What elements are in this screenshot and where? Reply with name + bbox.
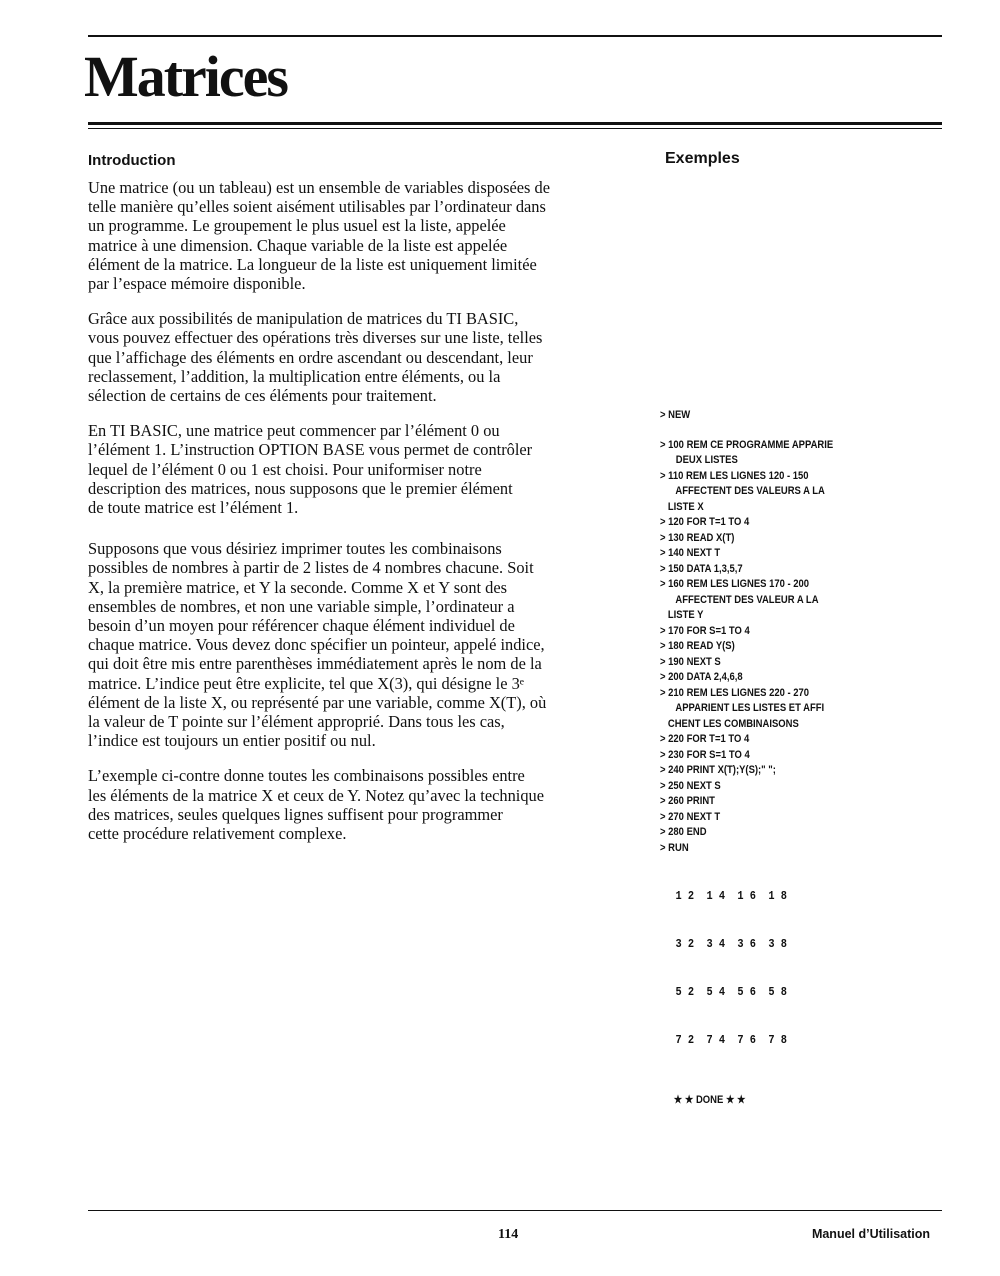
- title-rule-thick: [88, 122, 942, 125]
- output-row: 3 2 3 4 3 6 3 8: [675, 937, 787, 951]
- code-line: > 250 NEXT S: [660, 779, 721, 792]
- code-line: > NEW: [660, 409, 691, 421]
- output-row: 7 2 7 4 7 6 7 8: [675, 1033, 787, 1047]
- code-line: > 130 READ X(T): [660, 531, 735, 544]
- code-line: DEUX LISTES: [660, 454, 738, 466]
- top-rule: [88, 35, 942, 37]
- page-number: 114: [498, 1227, 519, 1242]
- code-line: > 210 REM LES LIGNES 220 - 270: [660, 686, 810, 699]
- code-line: > 220 FOR T=1 TO 4: [660, 733, 750, 745]
- code-line: > 260 PRINT: [660, 795, 715, 807]
- paragraph: En TI BASIC, une matrice peut commencer par l’élément 0 ou l’élément 1. L’instruction OPTION BASE vous permet de contrôler lequel de l’élément 0 ou 1 est choisi. Pour uniformiser notre description des matrices, nous supposons que le premier élément de toute matrice est l’élément 1.: [88, 421, 533, 518]
- code-line: AFFECTENT DES VALEUR A LA: [660, 593, 819, 606]
- code-line: > 100 REM CE PROGRAMME APPARIE: [660, 438, 834, 451]
- program-listing: [660, 408, 918, 1108]
- paragraph: Grâce aux possibilités de manipulation de matrices du TI BASIC, vous pouvez effectuer des opérations très diverses sur une liste, telles que l’affichage des éléments en ordre ascendant ou descendant, leur reclassement, l’addition, la multiplication entre éléments, ou la sélection de certains de ces éléments pour traitement.: [88, 309, 543, 406]
- introduction-heading: Introduction: [88, 152, 176, 169]
- code-line: > 280 END: [660, 826, 707, 838]
- code-line: LISTE Y: [660, 609, 704, 621]
- output-row: 5 2 5 4 5 6 5 8: [675, 985, 787, 999]
- code-line: > 170 FOR S=1 TO 4: [660, 624, 750, 637]
- footer-rule: [88, 1210, 942, 1211]
- code-line: AFFECTENT DES VALEURS A LA: [660, 485, 825, 497]
- done-message: ★ ★ DONE ★ ★: [673, 1094, 746, 1106]
- paragraph: Supposons que vous désiriez imprimer toutes les combinaisons possibles de nombres à partir de 2 listes de 4 nombres chacune. Soit X, la première matrice, et Y la seconde. Comme X et Y sont des ensembles de nombres, et non une variable simple, l’ordinateur a besoin d’un moyen pour référencer chaque élément individuel de chaque matrice. Vous devez donc spécifier un pointeur, appelé indice, qui doit être mis entre parenthèses immédiatement après le nom de la matrice. L’indice peut être explicite, tel que X(3), qui désigne le 3ᵉ élément de la liste X, ou représenté par une variable, comme X(T), où la valeur de T pointe sur l’élément approprié. Dans tous les cas, l’indice est toujours un entier positif ou nul.: [88, 539, 547, 751]
- code-line: > 270 NEXT T: [660, 810, 721, 823]
- code-line: > 110 REM LES LIGNES 120 - 150: [660, 469, 809, 482]
- code-line: APPARIENT LES LISTES ET AFFI: [660, 702, 825, 714]
- code-line: > 190 NEXT S: [660, 655, 721, 668]
- code-line: CHENT LES COMBINAISONS: [660, 717, 799, 730]
- code-line: > 120 FOR T=1 TO 4: [660, 516, 750, 528]
- examples-heading: Exemples: [665, 150, 740, 167]
- manual-title: Manuel d’Utilisation: [811, 1227, 930, 1241]
- title-rule-thin: [88, 128, 942, 129]
- code-line: > 180 READ Y(S): [660, 640, 735, 652]
- code-line: > RUN: [660, 841, 689, 854]
- code-line: > 230 FOR S=1 TO 4: [660, 748, 750, 761]
- code-line: > 160 REM LES LIGNES 170 - 200: [660, 578, 810, 590]
- code-line: > 240 PRINT X(T);Y(S);" ";: [660, 764, 776, 776]
- paragraph: Une matrice (ou un tableau) est un ensemble de variables disposées de telle manière qu’elles soient aisément utilisables par l’ordinateur dans un programme. Le groupement le plus usuel est la liste, appelée matrice à une dimension. Chaque variable de la liste est appelée élément de la matrice. La longueur de la liste est uniquement limitée par l’espace mémoire disponible.: [88, 178, 550, 294]
- introduction-body: [88, 178, 633, 859]
- output-row: 1 2 1 4 1 6 1 8: [675, 889, 787, 903]
- program-output: [675, 856, 918, 1080]
- code-line: > 200 DATA 2,4,6,8: [660, 671, 743, 683]
- paragraph: L’exemple ci-contre donne toutes les combinaisons possibles entre les éléments de la matrice X et ceux de Y. Notez qu’avec la technique des matrices, seules quelques lignes suffisent pour programmer cette procédure relativement complexe.: [88, 766, 545, 844]
- page-title: Matrices: [84, 44, 287, 109]
- code-line: > 140 NEXT T: [660, 547, 721, 559]
- code-line: > 150 DATA 1,3,5,7: [660, 562, 743, 575]
- code-line: LISTE X: [660, 500, 704, 513]
